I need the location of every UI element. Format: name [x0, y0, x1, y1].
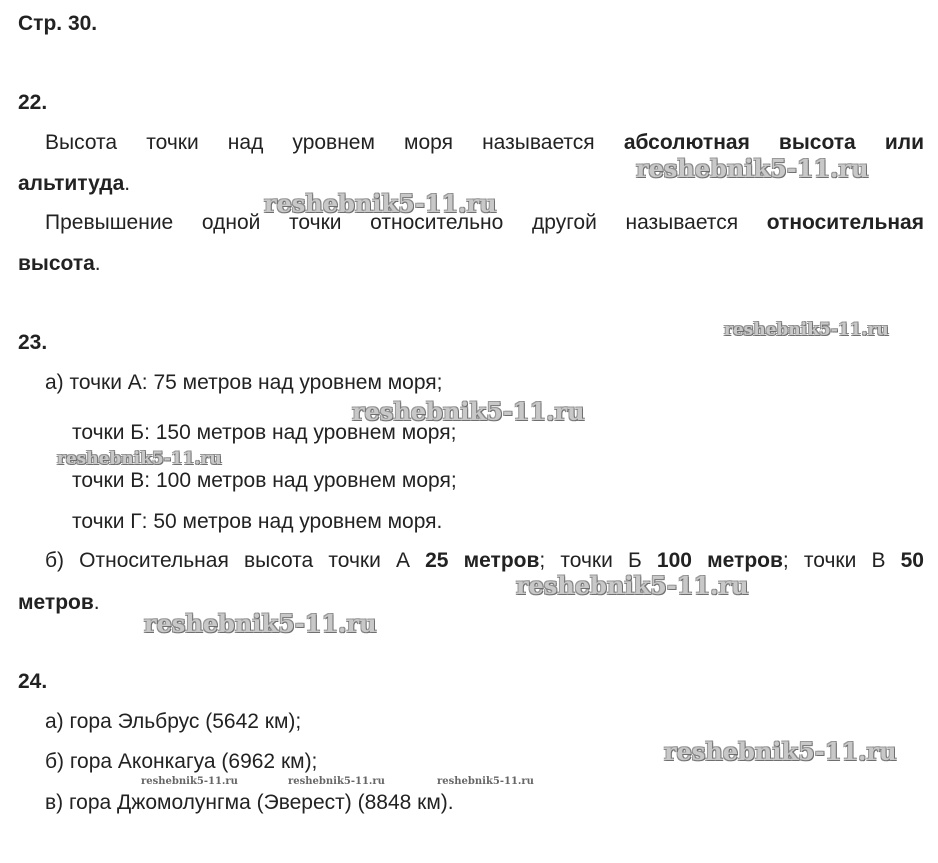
watermark: reshebnik5-11.ru: [352, 397, 585, 426]
page-title: Стр. 30.: [18, 12, 98, 35]
task-23-item-a4: точки Г: 50 метров над уровнем моря.: [72, 510, 443, 533]
task-22-paragraph-1-line-1: [45, 131, 924, 155]
task-23-item-a2: точки Б: 150 метров над уровнем моря;: [72, 421, 457, 444]
task-22-p1-text: Высота точки над уровнем моря называется: [45, 131, 595, 154]
task-22-p2-term-end: высота: [18, 252, 95, 275]
task-23-item-a1: а) точки А: 75 метров над уровнем моря;: [45, 371, 443, 394]
task-22-p1-term-end: альтитуда: [18, 172, 125, 195]
task-22-p2-text: Превышение одной точки относительно другой называется: [45, 211, 739, 234]
task-24-number: 24.: [18, 670, 48, 693]
task-23-item-b-line-1: б) Относительная высота точки А 25 метров; точки Б 100 метров; точки В 50: [45, 549, 924, 572]
task-22-p1-term: абсолютная высота или: [623, 131, 924, 154]
task-22-p2-term: относительная: [766, 211, 924, 234]
task-24-item-a: а) гора Эльбрус (5642 км);: [45, 710, 302, 733]
watermark: reshebnik5-11.ru: [57, 449, 222, 469]
watermark: reshebnik5-11.ru: [664, 737, 897, 766]
watermark: reshebnik5-11.ru: [437, 776, 534, 787]
watermark: reshebnik5-11.ru: [141, 776, 238, 787]
task-22-number: 22.: [18, 91, 48, 114]
watermark: reshebnik5-11.ru: [724, 320, 889, 340]
watermark: reshebnik5-11.ru: [288, 776, 385, 787]
task-24-item-b: б) гора Аконкагуа (6962 км);: [45, 750, 318, 773]
task-23-number: 23.: [18, 331, 48, 354]
watermark: reshebnik5-11.ru: [636, 154, 869, 183]
task-23-item-a3: точки В: 100 метров над уровнем моря;: [72, 469, 457, 492]
task-23-item-b-line-2: метров.: [18, 591, 100, 614]
watermark: reshebnik5-11.ru: [264, 189, 497, 218]
task-22-paragraph-1-line-2: альтитуда.: [18, 172, 131, 195]
task-22-paragraph-2-line-2: высота.: [18, 252, 101, 275]
task-24-item-c: в) гора Джомолунгма (Эверест) (8848 км).: [45, 791, 454, 814]
watermark: reshebnik5-11.ru: [516, 571, 749, 600]
watermark: reshebnik5-11.ru: [144, 609, 377, 638]
